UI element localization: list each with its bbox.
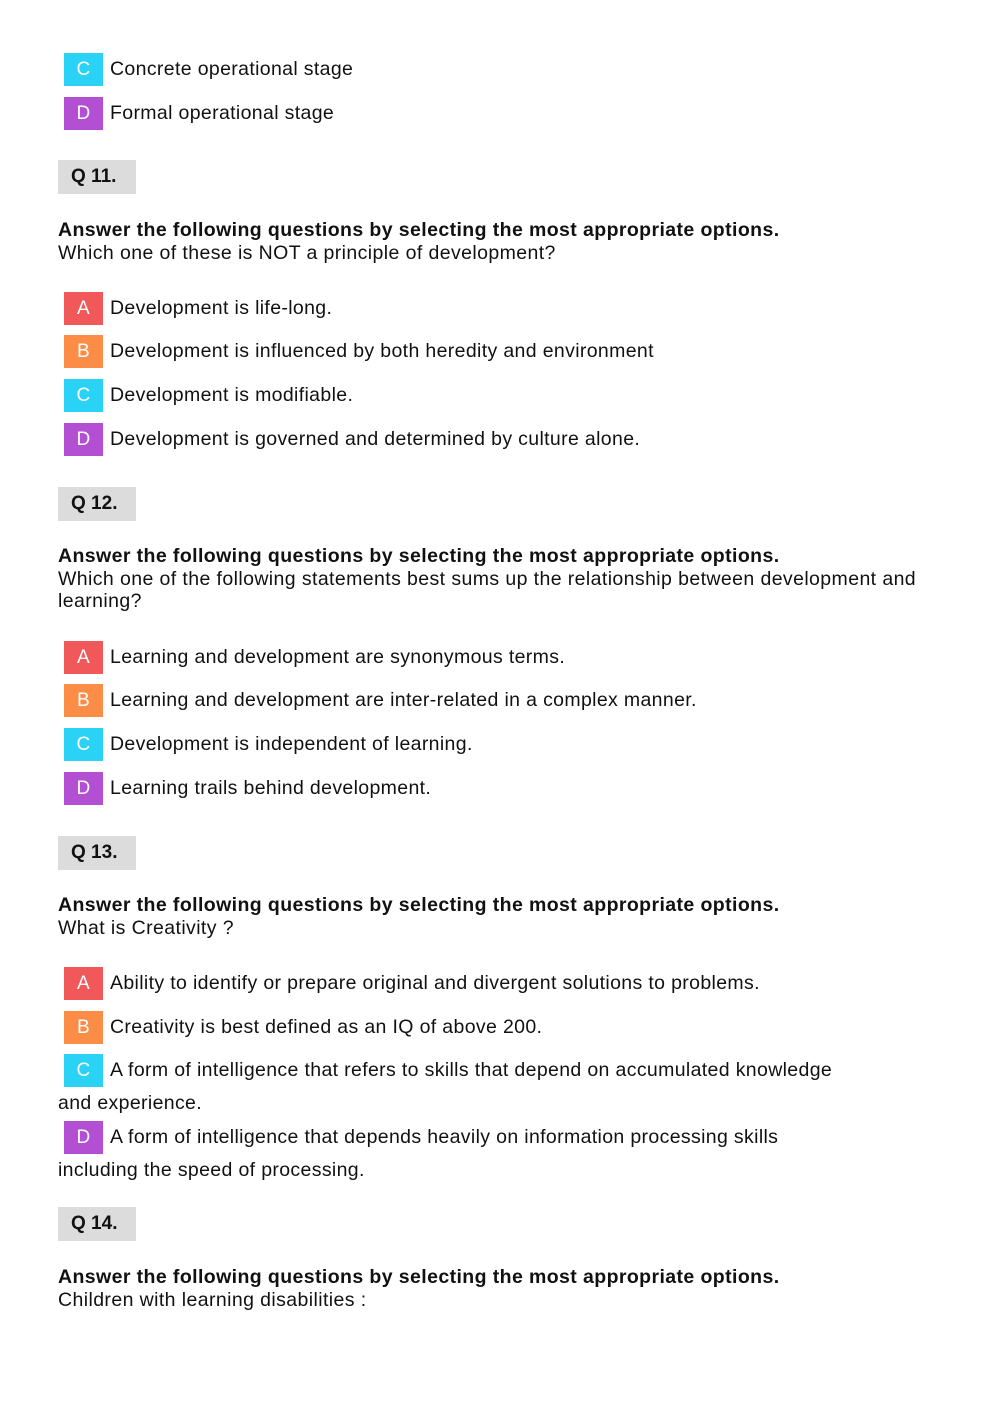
option-letter-badge: D (64, 772, 103, 805)
option-letter-badge: C (64, 53, 103, 86)
option-c[interactable] (64, 53, 944, 86)
option-letter-badge: D (64, 1121, 103, 1154)
option-letter-badge: C (64, 728, 103, 761)
instruction-text: Answer the following questions by selecting the most appropriate options. (58, 894, 780, 916)
option-letter-badge: D (64, 423, 103, 456)
option-letter-badge: C (64, 1054, 103, 1087)
option-d[interactable] (64, 97, 944, 130)
option-letter-badge: D (64, 97, 103, 130)
question-number: Q 14. (58, 1207, 136, 1241)
option-d[interactable] (64, 423, 944, 456)
option-letter-badge: B (64, 335, 103, 368)
option-letter-badge: A (64, 967, 103, 1000)
option-a[interactable] (64, 641, 944, 674)
option-c[interactable] (64, 728, 944, 761)
question-prompt (58, 894, 938, 939)
option-text: Development is influenced by both heredity and environment (110, 340, 654, 362)
option-text-continued: including the speed of processing. (58, 1159, 365, 1181)
question-number: Q 11. (58, 160, 136, 194)
question-prompt (58, 219, 938, 264)
option-text: Concrete operational stage (110, 58, 354, 80)
option-letter-badge: A (64, 292, 103, 325)
option-d[interactable] (64, 772, 944, 805)
instruction-text: Answer the following questions by selecting the most appropriate options. (58, 1266, 780, 1288)
question-number: Q 13. (58, 836, 136, 870)
option-text: Learning and development are inter-related in a complex manner. (110, 689, 697, 711)
question-prompt (58, 545, 938, 613)
option-text: Development is governed and determined by culture alone. (110, 428, 641, 450)
option-text: A form of intelligence that depends heavily on information processing skills (110, 1126, 779, 1148)
option-text-continued: and experience. (58, 1092, 203, 1114)
option-letter-badge: A (64, 641, 103, 674)
question-text: Children with learning disabilities : (58, 1288, 367, 1311)
question-number: Q 12. (58, 487, 136, 521)
option-c[interactable] (64, 379, 944, 412)
option-letter-badge: B (64, 1011, 103, 1044)
option-text: Learning trails behind development. (110, 777, 432, 799)
option-c[interactable] (58, 1054, 944, 1120)
option-text: Learning and development are synonymous terms. (110, 646, 566, 668)
option-letter-badge: B (64, 684, 103, 717)
option-letter-badge: C (64, 379, 103, 412)
option-text: Formal operational stage (110, 102, 335, 124)
instruction-text: Answer the following questions by selecting the most appropriate options. (58, 545, 780, 567)
option-a[interactable] (64, 967, 944, 1000)
option-text: Ability to identify or prepare original and divergent solutions to problems. (110, 972, 760, 994)
option-text: Creativity is best defined as an IQ of above 200. (110, 1016, 543, 1038)
option-text: Development is modifiable. (110, 384, 354, 406)
question-text: Which one of the following statements best sums up the relationship between development and learning? (58, 567, 917, 612)
instruction-text: Answer the following questions by selecting the most appropriate options. (58, 219, 780, 241)
option-text: Development is life-long. (110, 297, 333, 319)
option-b[interactable] (64, 335, 944, 368)
question-prompt (58, 1266, 938, 1311)
question-text: What is Creativity ? (58, 916, 234, 939)
question-text: Which one of these is NOT a principle of development? (58, 241, 556, 264)
option-text: Development is independent of learning. (110, 733, 473, 755)
option-b[interactable] (64, 684, 944, 717)
option-a[interactable] (64, 292, 944, 325)
option-d[interactable] (58, 1121, 944, 1187)
option-text: A form of intelligence that refers to skills that depend on accumulated knowledge (110, 1059, 833, 1081)
option-b[interactable] (64, 1011, 944, 1044)
